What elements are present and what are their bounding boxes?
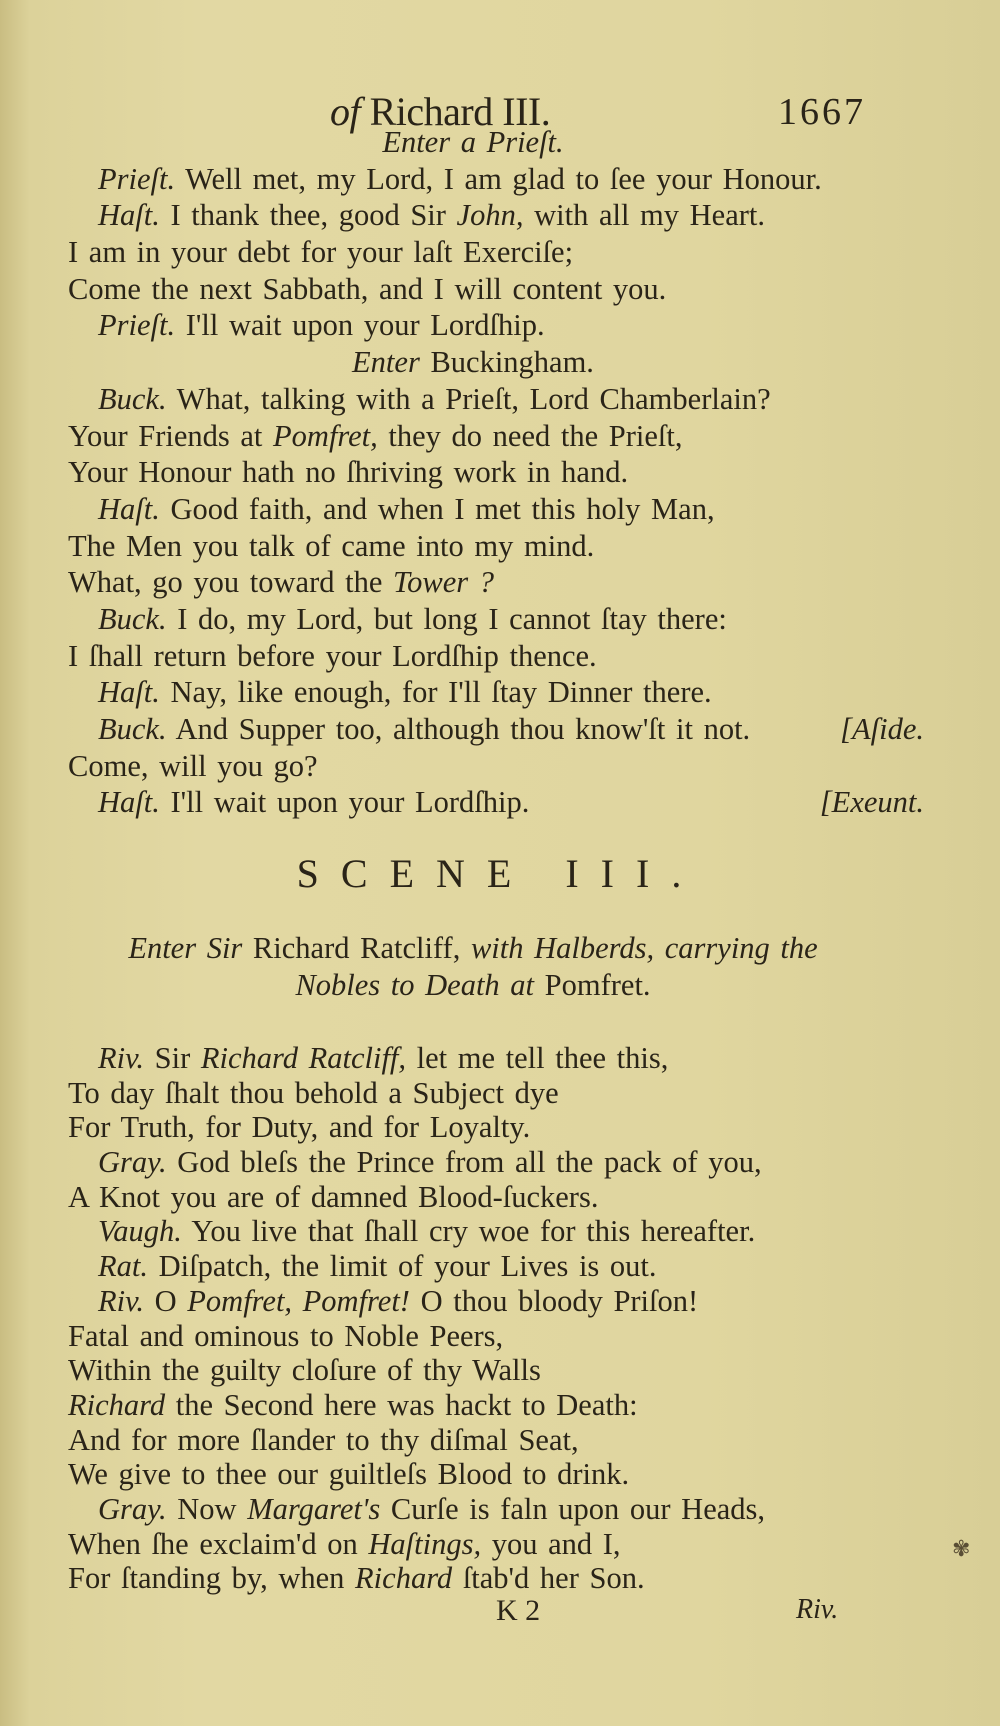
text-segment: Come the next Sabbath, and I will content you. bbox=[68, 271, 667, 306]
text-line bbox=[68, 748, 918, 785]
signature-mark: K 2 bbox=[496, 1594, 541, 1627]
text-segment: Pomfret. bbox=[544, 968, 651, 1002]
scene-heading: SCENE III. bbox=[296, 851, 704, 896]
italic-text: Enter a Prieſt. bbox=[382, 125, 564, 159]
text-segment: And for more ſlander to thy diſmal Seat, bbox=[68, 1422, 579, 1457]
stage-cue: [Aſide. bbox=[840, 712, 924, 746]
italic-text: Vaugh. bbox=[98, 1214, 182, 1249]
italic-text: Buck. bbox=[98, 601, 167, 636]
text-line bbox=[68, 124, 918, 161]
title-of: of bbox=[330, 89, 361, 134]
text-segment: O thou bloody Priſon! bbox=[409, 1283, 699, 1318]
ink-blot-ornament: ✾ bbox=[952, 1536, 971, 1561]
italic-text: Prieſt. bbox=[98, 161, 176, 196]
text-segment: they do need the Prieſt, bbox=[377, 418, 683, 453]
italic-text: Margaret's bbox=[247, 1491, 381, 1526]
catchword: Riv. bbox=[796, 1594, 839, 1625]
page-number: 1667 bbox=[778, 91, 866, 133]
text-segment: You live that ſhall cry woe for this hereafter. bbox=[181, 1214, 756, 1249]
italic-text: with Halberds, carrying the bbox=[470, 931, 818, 965]
text-line bbox=[68, 1284, 918, 1319]
italic-text: Richard bbox=[68, 1387, 166, 1422]
text-segment: Curſe is faln upon our Heads, bbox=[380, 1491, 766, 1526]
text-segment: What, talking with a Prieſt, Lord Chamberlain? bbox=[166, 381, 771, 416]
text-line bbox=[68, 344, 918, 381]
text-segment: with all my Heart. bbox=[523, 198, 766, 233]
stage-cue: [Exeunt. bbox=[819, 785, 924, 820]
text-line bbox=[68, 601, 918, 638]
text-line bbox=[68, 1388, 918, 1423]
text-line bbox=[68, 271, 918, 308]
text-line bbox=[68, 234, 918, 271]
text-segment: I thank thee, good Sir bbox=[159, 198, 457, 233]
text-line bbox=[68, 930, 918, 967]
text-line bbox=[68, 1041, 918, 1076]
text-line bbox=[68, 197, 918, 234]
text-line bbox=[68, 1353, 918, 1388]
text-line bbox=[68, 491, 918, 528]
text-line bbox=[68, 638, 918, 675]
italic-text: Buck. bbox=[98, 712, 167, 746]
text-segment: ſtab'd her Son. bbox=[452, 1561, 645, 1596]
text-segment: The Men you talk of came into my mind. bbox=[68, 528, 595, 563]
text-segment: Sir bbox=[144, 1041, 201, 1075]
italic-text: Enter bbox=[352, 345, 420, 380]
text-line bbox=[68, 711, 924, 748]
text-line bbox=[68, 1110, 918, 1145]
text-segment: For Truth, for Duty, and for Loyalty. bbox=[68, 1110, 531, 1145]
italic-text: Rat. bbox=[98, 1249, 148, 1284]
text-line bbox=[68, 1492, 918, 1527]
text-line bbox=[68, 967, 918, 1004]
text-line bbox=[68, 1180, 918, 1215]
text-segment: Buckingham. bbox=[419, 345, 594, 380]
text-segment: I do, my Lord, but long I cannot ſtay there: bbox=[166, 601, 727, 636]
italic-text: Haſtings, bbox=[368, 1526, 482, 1561]
italic-text: Enter Sir bbox=[128, 931, 253, 965]
text-segment: For ſtanding by, when bbox=[68, 1561, 356, 1596]
text-segment: A Knot you are of damned Blood-ſuckers. bbox=[68, 1179, 599, 1214]
text-segment: let me tell thee this, bbox=[406, 1041, 669, 1075]
text-line bbox=[68, 1561, 918, 1596]
italic-text: Gray. bbox=[98, 1491, 167, 1526]
text-segment: I am in your debt for your laſt Exerciſe; bbox=[68, 235, 574, 270]
text-segment: Your Honour hath no ſhriving work in hand. bbox=[68, 455, 629, 490]
italic-text: Haſt. bbox=[98, 675, 160, 710]
text-segment: God bleſs the Prince from all the pack of you, bbox=[166, 1145, 762, 1180]
italic-text: Buck. bbox=[98, 381, 167, 416]
text-line bbox=[68, 1076, 918, 1111]
text-line bbox=[68, 381, 918, 418]
text-segment: I'll wait upon your Lordſhip. bbox=[159, 785, 530, 820]
text-segment: Within the guilty cloſure of thy Walls bbox=[68, 1353, 541, 1388]
dialogue-section-1 bbox=[68, 124, 924, 821]
italic-text: John, bbox=[456, 198, 524, 233]
italic-text: Richard bbox=[355, 1561, 453, 1596]
text-line bbox=[68, 564, 918, 601]
dialogue-section-3 bbox=[68, 1041, 918, 1596]
italic-text: Nobles to Death at bbox=[295, 968, 545, 1002]
text-segment: We give to thee our guiltleſs Blood to drink. bbox=[68, 1457, 630, 1492]
italic-text: Haſt. bbox=[98, 198, 160, 233]
text-segment: What, go you toward the bbox=[68, 565, 394, 600]
text-segment: Richard Ratcliff, bbox=[252, 931, 471, 965]
text-segment: And Supper too, although thou know'ſt it not. bbox=[166, 712, 751, 746]
text-segment: O bbox=[144, 1283, 188, 1318]
text-line bbox=[68, 1145, 918, 1180]
text-segment: Diſpatch, the limit of your Lives is out. bbox=[147, 1249, 657, 1284]
italic-text: Prieſt. bbox=[98, 308, 176, 343]
text-line bbox=[68, 784, 924, 821]
text-segment: Good faith, and when I met this holy Man, bbox=[159, 491, 715, 526]
text-segment: I ſhall return before your Lordſhip thence. bbox=[68, 638, 597, 673]
stage-direction bbox=[68, 930, 918, 1004]
text-line bbox=[68, 1457, 918, 1492]
text-segment: Now bbox=[166, 1491, 248, 1526]
text-segment: Fatal and ominous to Noble Peers, bbox=[68, 1318, 504, 1353]
text-segment: When ſhe exclaim'd on bbox=[68, 1526, 369, 1561]
italic-text: Richard Ratcliff, bbox=[200, 1041, 407, 1075]
text-line bbox=[68, 674, 918, 711]
text-segment: the Second here was hackt to Death: bbox=[165, 1387, 638, 1422]
text-line bbox=[68, 1527, 918, 1562]
text-segment: Nay, like enough, for I'll ſtay Dinner there. bbox=[159, 675, 712, 710]
title-rest: Richard III. bbox=[360, 89, 551, 134]
italic-text: Haſt. bbox=[98, 785, 160, 820]
italic-text: Pomfret, Pomfret! bbox=[187, 1283, 410, 1318]
italic-text: Riv. bbox=[98, 1041, 145, 1075]
text-segment: you and I, bbox=[481, 1526, 621, 1561]
text-line bbox=[68, 161, 918, 198]
text-line bbox=[68, 307, 918, 344]
text-segment: I'll wait upon your Lordſhip. bbox=[175, 308, 545, 343]
text-line bbox=[68, 1249, 918, 1284]
italic-text: Tower ? bbox=[393, 565, 495, 600]
italic-text: Riv. bbox=[98, 1283, 145, 1318]
italic-text: Haſt. bbox=[98, 491, 160, 526]
text-line bbox=[68, 1214, 918, 1249]
text-line bbox=[68, 528, 918, 565]
text-line bbox=[68, 454, 918, 491]
text-segment: Well met, my Lord, I am glad to ſee your Honour. bbox=[175, 161, 822, 196]
text-segment: To day ſhalt thou behold a Subject dye bbox=[68, 1075, 559, 1110]
text-segment: Your Friends at bbox=[68, 418, 274, 453]
italic-text: Pomfret, bbox=[273, 418, 378, 453]
text-line bbox=[68, 1423, 918, 1458]
text-segment: Come, will you go? bbox=[68, 748, 318, 783]
text-line bbox=[68, 1319, 918, 1354]
text-line bbox=[68, 418, 918, 455]
italic-text: Gray. bbox=[98, 1145, 167, 1180]
